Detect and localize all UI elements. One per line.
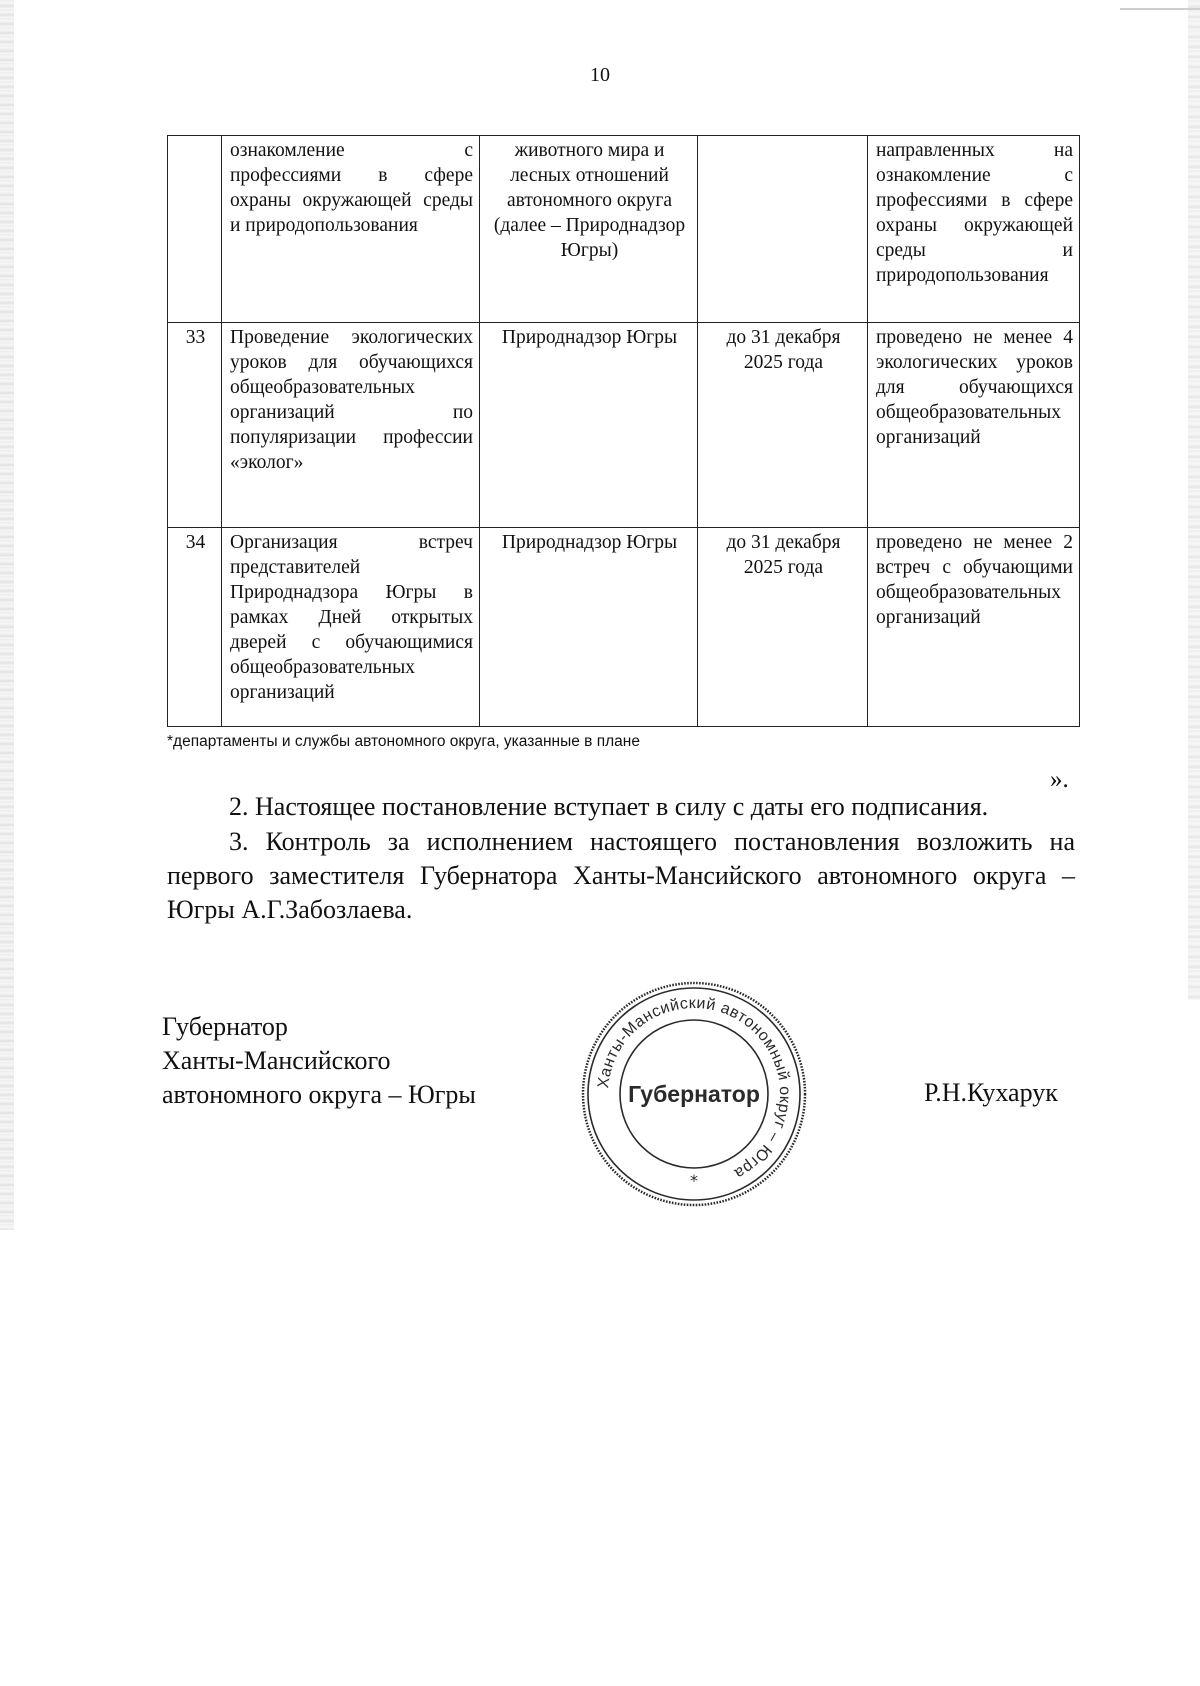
- executor-cell: животного мира и лесных отношений автономного округа (далее – Природнадзор Югры): [480, 136, 698, 323]
- term-cell: до 31 декабря 2025 года: [698, 528, 868, 727]
- table-row: [168, 528, 1080, 727]
- signatory-position: [162, 1010, 476, 1112]
- result-cell: проведено не менее 2 встреч с обучающими общеобразовательных организаций: [868, 528, 1080, 727]
- result-cell: проведено не менее 4 экологических уроков для обучающихся общеобразовательных организаций: [868, 323, 1080, 528]
- activity-name-cell: Проведение экологических уроков для обучающихся общеобразовательных организаций по популяризации профессии «эколог»: [222, 323, 480, 528]
- row-number-cell: [168, 136, 222, 323]
- activity-name-cell: ознакомление с профессиями в сфере охраны окружающей среды и природопользования: [222, 136, 480, 323]
- table-row: [168, 136, 1080, 323]
- seal-star-icon: *: [690, 1171, 698, 1190]
- signatory-name: Р.Н.Кухарук: [924, 1078, 1058, 1107]
- seal-center-text: Губернатор: [628, 1081, 760, 1107]
- executor-cell: Природнадзор Югры: [480, 528, 698, 727]
- paragraph-2: 2. Настоящее постановление вступает в силу с даты его подписания.: [229, 792, 989, 821]
- scan-edge-right: [1188, 0, 1200, 1000]
- term-cell: до 31 декабря 2025 года: [698, 323, 868, 528]
- activity-name-cell: Организация встреч представителей Природнадзора Югры в рамках Дней открытых дверей с обучающимися общеобразовательных организаций: [222, 528, 480, 727]
- row-number-cell: 34: [168, 528, 222, 727]
- official-seal: [578, 978, 810, 1210]
- paragraph-3: 3. Контроль за исполнением настоящего постановления возложить на первого заместителя Губернатора Ханты-Мансийского автономного округа – Югры А.Г.Забозлаева.: [167, 827, 1075, 924]
- plan-table: [167, 135, 1080, 727]
- term-cell: [698, 136, 868, 323]
- scan-corner-line: [1120, 8, 1200, 10]
- page-number: 10: [590, 64, 610, 86]
- result-cell: направленных на ознакомление с профессиями в сфере охраны окружающей среды и природопользования: [868, 136, 1080, 323]
- position-line: автономного округа – Югры: [162, 1080, 476, 1109]
- position-line: Губернатор: [162, 1012, 288, 1041]
- position-line: Ханты-Мансийского: [162, 1046, 391, 1075]
- scan-edge-left: [0, 0, 14, 1230]
- row-number-cell: 33: [168, 323, 222, 528]
- table-row: [168, 323, 1080, 528]
- table-footnote: *департаменты и службы автономного округа, указанные в плане: [167, 733, 640, 750]
- closing-quote: ».: [1050, 766, 1069, 793]
- executor-cell: Природнадзор Югры: [480, 323, 698, 528]
- seal-ring-text: Ханты-Мансийский автономный округ – Югра: [595, 994, 794, 1183]
